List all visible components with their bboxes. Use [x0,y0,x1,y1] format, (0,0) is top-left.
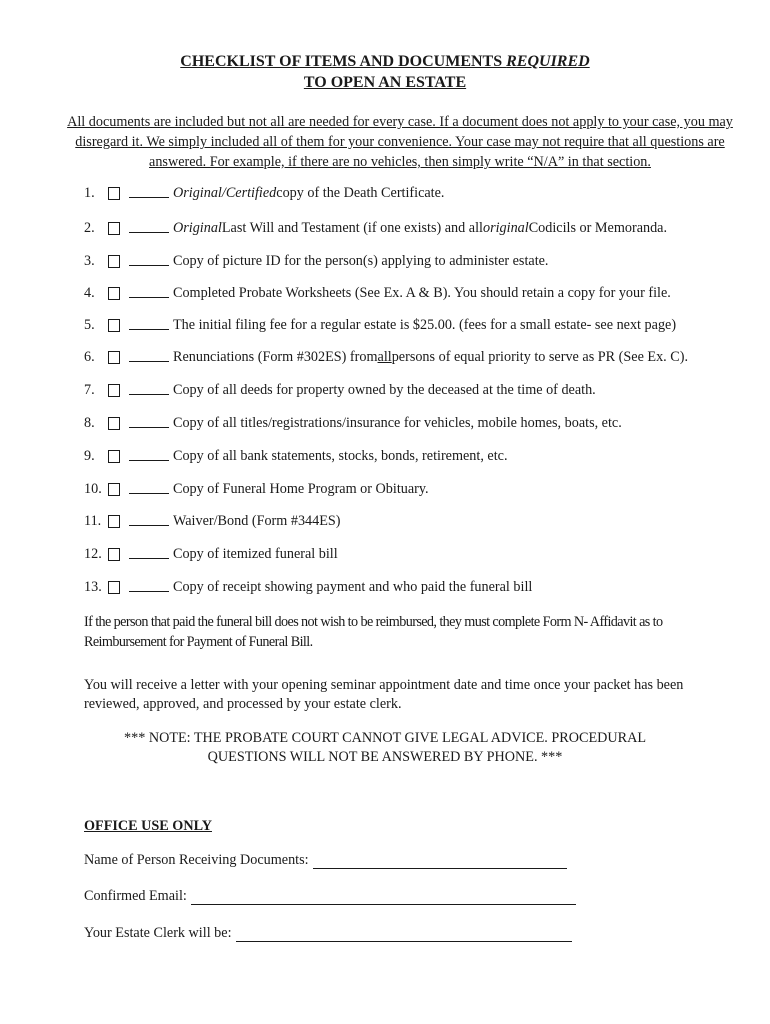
item-text: Copy of itemized funeral bill [173,545,338,562]
checkbox-item-6[interactable] [108,351,120,364]
checklist-item-12 [84,543,338,565]
item-number: 13. [84,578,102,595]
item-number: 5. [84,316,95,333]
item-text: Copy of all titles/registrations/insurance for vehicles, mobile homes, boats, etc. [173,414,622,431]
checklist-item-10 [84,478,429,500]
receiver-label: Name of Person Receiving Documents: [84,852,309,868]
item-text: copy of the Death Certificate. [276,184,445,201]
item-text: Copy of all bank statements, stocks, bonds, retirement, etc. [173,447,508,464]
checkbox-item-3[interactable] [108,255,120,268]
checklist-item-3 [84,250,548,272]
checkbox-item-4[interactable] [108,287,120,300]
item-number: 12. [84,545,102,562]
item-text: Copy of receipt showing payment and who paid the funeral bill [173,578,533,595]
item-text: Renunciations (Form #302ES) from [173,348,378,365]
checklist-item-1 [84,182,444,204]
blank-line-item-1[interactable] [129,185,169,198]
title-plain-text: CHECKLIST OF ITEMS AND DOCUMENTS [180,53,507,70]
blank-line-item-11[interactable] [129,513,169,526]
checklist-item-9 [84,445,508,467]
clerk-field [84,925,572,942]
item-number: 10. [84,480,102,497]
checkbox-item-5[interactable] [108,319,120,332]
receiver-field [84,852,567,869]
checklist-item-13 [84,576,532,598]
item-number: 2. [84,219,95,236]
item-number: 1. [84,184,95,201]
item-number: 9. [84,447,95,464]
checkbox-item-10[interactable] [108,483,120,496]
blank-line-item-10[interactable] [129,481,169,494]
checkbox-item-1[interactable] [108,187,120,200]
item-number: 8. [84,414,95,431]
blank-line-item-5[interactable] [129,317,169,330]
title-required-text: REQUIRED [506,53,590,70]
item-number: 11. [84,512,102,529]
document-title-line-2: TO OPEN AN ESTATE [303,74,467,91]
item-text: Completed Probate Worksheets (See Ex. A & B). You should retain a copy for your file. [173,284,671,301]
intro-paragraph: All documents are included but not all are needed for every case. If a document does not apply to your case, you may disregard it. We simply included all of them for your convenience. Your case may not require that all questions are answered. For example, if there are no vehicles, then simply write “N/A” in that section. [67,114,733,170]
blank-line-item-9[interactable] [129,448,169,461]
blank-line-item-7[interactable] [129,382,169,395]
checklist-item-2 [84,217,667,239]
blank-line-item-4[interactable] [129,285,169,298]
legal-advice-warning [0,729,770,767]
checklist-item-6 [84,346,688,368]
checklist-item-11 [84,510,341,532]
blank-line-item-8[interactable] [129,415,169,428]
item-text-2: Codicils or Memoranda. [528,219,668,236]
item-text-italic-2: original [482,219,529,236]
item-number: 3. [84,252,95,269]
clerk-label: Your Estate Clerk will be: [84,925,232,941]
checkbox-item-2[interactable] [108,222,120,235]
receiver-input[interactable] [313,854,567,869]
checklist-item-8 [84,412,622,434]
item-text: Last Will and Testament (if one exists) and all [221,219,483,236]
item-text-underlined: all [377,348,392,365]
blank-line-item-12[interactable] [129,546,169,559]
appointment-letter-note: You will receive a letter with your opening seminar appointment date and time once your packet has been reviewed, approved, and processed by your estate clerk. [84,677,684,712]
checklist-item-4 [84,282,671,304]
item-text-italic: Original/Certified [173,184,277,201]
document-title-line-1 [0,52,770,72]
checklist-item-7 [84,379,596,401]
item-text: Copy of Funeral Home Program or Obituary. [173,480,429,497]
checkbox-item-7[interactable] [108,384,120,397]
item-text: Copy of picture ID for the person(s) applying to administer estate. [173,252,549,269]
checklist-item-5 [84,314,676,336]
warning-line-1: *** NOTE: THE PROBATE COURT CANNOT GIVE LEGAL ADVICE. PROCEDURAL [124,730,646,746]
item-text: Copy of all deeds for property owned by the deceased at the time of death. [173,381,596,398]
item-text-italic: Original [173,219,222,236]
checkbox-item-11[interactable] [108,515,120,528]
item-number: 6. [84,348,95,365]
checkbox-item-12[interactable] [108,548,120,561]
checkbox-item-9[interactable] [108,450,120,463]
item-text-2: persons of equal priority to serve as PR (See Ex. C). [391,348,689,365]
item-number: 4. [84,284,95,301]
item-text: The initial filing fee for a regular estate is $25.00. (fees for a small estate- see next page) [173,316,677,333]
email-label: Confirmed Email: [84,888,187,904]
funeral-reimbursement-note: If the person that paid the funeral bill does not wish to be reimbursed, they must complete Form N- Affidavit as to Reimbursement for Payment of Funeral Bill. [84,614,663,650]
blank-line-item-3[interactable] [129,253,169,266]
checkbox-item-8[interactable] [108,417,120,430]
item-number: 7. [84,381,95,398]
blank-line-item-2[interactable] [129,220,169,233]
blank-line-item-13[interactable] [129,579,169,592]
email-input[interactable] [191,890,576,905]
checkbox-item-13[interactable] [108,581,120,594]
clerk-input[interactable] [236,927,572,942]
blank-line-item-6[interactable] [129,349,169,362]
warning-line-2: QUESTIONS WILL NOT BE ANSWERED BY PHONE. *** [207,749,563,765]
office-use-heading: OFFICE USE ONLY [84,818,212,834]
item-text: Waiver/Bond (Form #344ES) [173,512,341,529]
email-field [84,888,576,905]
